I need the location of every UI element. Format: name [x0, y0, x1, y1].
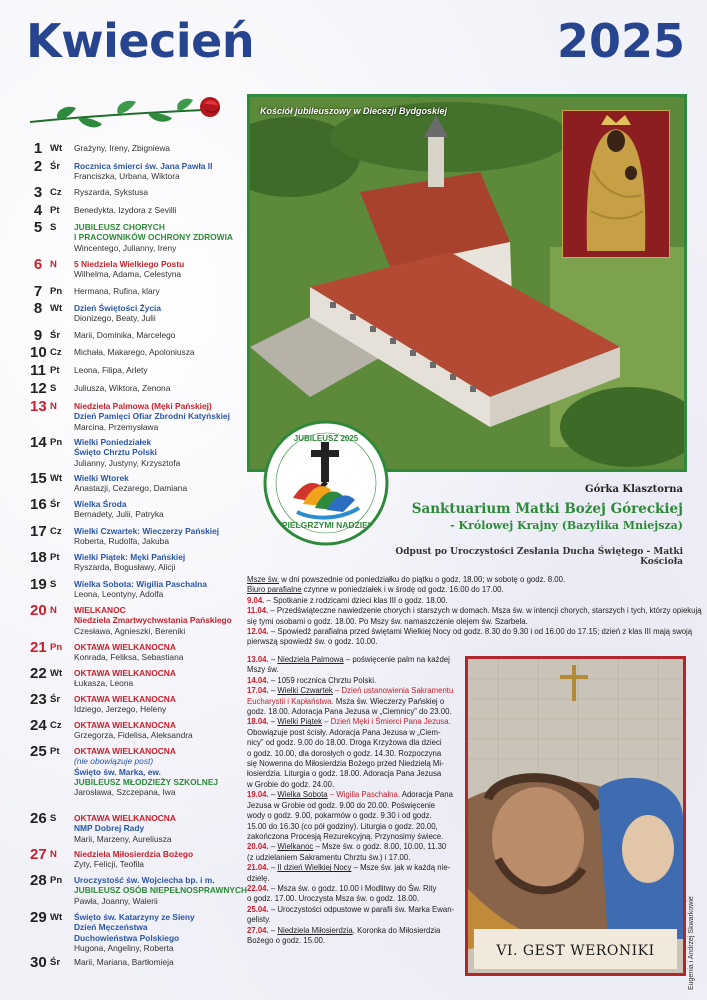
mass-schedule: Msze św. w dni powszednie od poniedziałku do piątku o godz. 18.00; w sobotę o godz. 8.00.: [247, 575, 566, 584]
day-line: Grzegorza, Fidelisa, Aleksandra: [74, 730, 193, 741]
day-number: 11: [30, 362, 46, 379]
day-line: I PRACOWNIKÓW OCHRONY ZDROWIA: [74, 232, 233, 243]
day-line: Hermana, Rufina, klary: [74, 286, 160, 296]
day-number: 17: [30, 523, 47, 540]
day-line: Marii, Dominika, Marcelego: [74, 330, 176, 340]
day-number: 15: [30, 470, 47, 487]
day-line: Leona, Leontyny, Adolfa: [74, 589, 164, 600]
sanctuary-block: [383, 484, 683, 532]
weekday: N: [50, 605, 57, 616]
month-title: Kwiecień: [26, 14, 255, 68]
info-line: o godz. 10.00, dla dorosłych o godz. 14.30. Rozpoczyna: [247, 748, 442, 758]
weekday: Wt: [50, 668, 63, 679]
info-line: 12.04. – Spowiedź parafialna przed świętami Wielkiej Nocy od godz. 8.30 do 9.30 i od 16.00 do 17.15; dzień z klas III mają swoją: [247, 627, 693, 637]
day-number: 4: [33, 202, 43, 219]
day-number: 25: [30, 743, 47, 760]
day-number: 26: [30, 810, 47, 827]
photo-credit: Eugenia i Andrzej Skwarkowie: [688, 896, 695, 990]
weekday: Wt: [50, 143, 63, 154]
weekday: Pn: [50, 286, 63, 297]
day-line: Dionizego, Beaty, Julii: [74, 313, 156, 324]
weekday: Wt: [50, 473, 63, 484]
day-line: Roberta, Rudolfa, Jakuba: [74, 536, 169, 547]
info-line: 13.04. – Niedziela Palmowa – poświęcenie palm na każdej: [247, 655, 450, 664]
day-number: 13: [30, 398, 47, 415]
day-line: Święto Chrztu Polski: [74, 447, 157, 458]
year-title: 2025: [556, 14, 685, 68]
weekday: N: [50, 259, 57, 270]
rose-decoration-icon: [28, 92, 224, 136]
veronica-mosaic: [468, 659, 683, 973]
info-line: się Nowenna do Miłosierdzia Bożego przed Niedzielą Mi-: [247, 759, 444, 769]
day-number: 21: [30, 639, 47, 656]
madonna-icon-image: [562, 110, 670, 258]
day-line: Święto św. Katarzyny ze Sieny: [74, 912, 195, 922]
weekday: Pn: [50, 642, 63, 653]
logo-bottom-text: PIELGRZYMI NADZIEI: [281, 520, 371, 530]
weekday: S: [50, 383, 57, 394]
info-line: wody o godz. 9.00, pokarmów o godz. 9.30 i od godz.: [247, 811, 432, 821]
info-line: godz. 18.00. Adoracja Pana Jezusa w „Ciemnicy” do 23.00.: [247, 707, 452, 717]
madonna-icon: [563, 111, 669, 257]
weekday: Pt: [50, 205, 60, 216]
info-line: Mszy św.: [247, 665, 279, 675]
day-line: Dzień Pamięci Ofiar Zbrodni Katyńskiej: [74, 411, 230, 422]
info-line: 18.04. – Wielki Piątek – Dzień Męki i Śmierci Pana Jezusa.: [247, 717, 451, 727]
day-line: WIELKANOC: [74, 605, 126, 615]
day-line: Juliusza, Wiktora, Zenona: [74, 383, 171, 393]
info-line: 15.00 do 16.30 (co pół godziny). Liturgia o godz. 20.00,: [247, 821, 438, 831]
weekday: Cz: [50, 187, 62, 198]
day-line: Ryszarda, Bogusławy, Alicji: [74, 562, 176, 573]
sanctuary-place: Górka Klasztorna: [585, 484, 683, 495]
day-line: JUBILEUSZ OSÓB NIEPEŁNOSPRAWNYCH: [74, 885, 248, 896]
day-number: 6: [33, 256, 43, 273]
info-line: 21.04. – II dzień Wielkiej Nocy – Msze św. jak w każdą nie-: [247, 863, 451, 873]
weekday: Cz: [50, 347, 62, 358]
day-number: 30: [30, 954, 47, 971]
day-line: Bernadety, Julii, Patryka: [74, 509, 164, 520]
info-line: łosierdzia. Liturgia o godz. 18.00. Adoracja Pana Jezusa: [247, 769, 442, 779]
info-line: Eucharystii i Kapłaństwa. Msza św. Wieczerzy Pańskiej o: [247, 696, 445, 706]
info-line: 14.04. – 1059 rocznica Chrztu Polski.: [247, 675, 377, 685]
weekday: Śr: [50, 694, 61, 705]
mosaic-image: [465, 656, 686, 976]
day-number: 7: [33, 283, 43, 300]
day-line: Wielki Wtorek: [74, 473, 129, 483]
day-line: 5 Niedziela Wielkiego Postu: [74, 259, 185, 269]
day-number: 14: [30, 434, 47, 451]
day-number: 3: [33, 184, 43, 201]
day-line: OKTAWA WIELKANOCNA: [74, 668, 176, 678]
weekday: N: [50, 849, 57, 860]
info-line: 27.04. – Niedziela Miłosierdzia, Koronka do Miłosierdzia: [247, 925, 441, 935]
day-number: 8: [33, 300, 43, 317]
weekday: Śr: [50, 161, 61, 172]
info-wide: [247, 575, 702, 648]
photo-caption: Kościół jubileuszowy w Diecezji Bydgoskiej: [260, 106, 448, 116]
day-line: Wincentego, Julianny, Ireny: [74, 242, 177, 253]
weekday: Pt: [50, 746, 60, 757]
day-line: Grażyny, Ireny, Zbigniewa: [74, 143, 171, 153]
weekday: Pt: [50, 552, 60, 563]
day-line: Julianny, Justyny, Krzysztofa: [74, 457, 181, 468]
day-line: JUBILEUSZ CHORYCH: [74, 222, 165, 232]
day-line: Jarosława, Szczepana, Iwa: [74, 787, 176, 798]
day-line: Dzień Męczeństwa: [74, 922, 148, 933]
day-line: Rocznica śmierci św. Jana Pawła II: [74, 161, 213, 171]
day-number: 12: [30, 380, 47, 397]
day-number: 27: [30, 846, 47, 863]
day-line: Pawła, Joanny, Walerii: [74, 895, 158, 906]
day-line: (nie obowiązuje post): [74, 756, 154, 767]
day-line: Wielka Środa: [74, 499, 127, 509]
day-line: Marii, Mariana, Bartłomieja: [74, 957, 174, 967]
weekday: Śr: [50, 330, 61, 341]
day-line: OKTAWA WIELKANOCNA: [74, 746, 176, 756]
day-line: Niedziela Zmartwychwstania Pańskiego: [74, 615, 232, 626]
day-line: Uroczystość św. Wojciecha bp. i m.: [74, 875, 215, 885]
weekday: S: [50, 813, 57, 824]
day-number: 22: [30, 665, 47, 682]
info-line: 25.04. – Uroczystości odpustowe w parafii św. Marka Ewan-: [247, 904, 455, 914]
weekday: Pn: [50, 437, 63, 448]
logo-top-text: JUBILEUSZ 2025: [293, 434, 359, 443]
info-line: (z udzielaniem Sakramentu Chrztu św.) i 17.00.: [247, 852, 411, 862]
day-line: Idziego, Jerzego, Heleny: [74, 704, 167, 715]
day-line: Marcina, Przemysława: [74, 421, 159, 432]
info-line: Jezusa w Grobie od godz. 9.00 do 20.00. Poświęcenie: [247, 800, 436, 810]
day-line: Marii, Marzeny, Aureliusza: [74, 833, 172, 844]
info-line: się tymi osobami o godz. 18.00. Po Mszy św. namaszczenie olejem św. Szarbela.: [247, 616, 528, 626]
day-number: 24: [30, 717, 47, 734]
day-line: Czesława, Agnieszki, Bereniki: [74, 625, 186, 636]
day-line: JUBILEUSZ MŁODZIEŻY SZKOLNEJ: [74, 776, 219, 787]
day-number: 5: [33, 219, 43, 236]
weekday: Pn: [50, 875, 63, 886]
weekday: S: [50, 222, 57, 233]
day-line: Dzień Świętości Życia: [74, 303, 162, 313]
info-line: 11.04. – Przedświąteczne nawiedzenie chorych i starszych w domach. Msza św. w intencji chorych, starszych i tych, którzy opiekują: [247, 606, 702, 616]
day-number: 19: [30, 576, 47, 593]
sanctuary-subtitle: - Królowej Krajny (Bazylika Mniejsza): [450, 519, 683, 532]
day-line: Wielki Piątek: Męki Pańskiej: [74, 552, 186, 562]
day-line: Leona, Filipa, Arlety: [74, 365, 148, 375]
info-line: 22.04. – Msza św. o godz. 10.00 i Modlitwy do Św. Rity: [247, 883, 437, 893]
info-line: Bożego o godz. 15.00.: [247, 935, 326, 945]
weekday: Cz: [50, 526, 62, 537]
office-hours: Biuro parafialne czynne w poniedziałek i w środę od godz. 16.00 do 17.00.: [247, 585, 504, 595]
day-line: Konrada, Feliksa, Sebastiana: [74, 652, 184, 663]
info-line: 17.04. – Wielki Czwartek – Dzień ustanowienia Sakramentu: [247, 686, 454, 696]
info-line: w Grobie do godz. 24.00.: [247, 779, 335, 789]
weekday: Pt: [50, 365, 60, 376]
day-number: 23: [30, 691, 47, 708]
day-line: Święto św. Marka, ew.: [74, 766, 161, 777]
day-line: Franciszka, Urbana, Wiktora: [74, 171, 180, 182]
info-line: 19.04. – Wielka Sobota – Wigilia Paschalna. Adoracja Pana: [247, 790, 453, 800]
day-line: Michała, Makarego, Apoloniusza: [74, 347, 195, 357]
day-line: NMP Dobrej Rady: [74, 823, 145, 834]
day-line: Hugona, Angeliny, Roberta: [74, 942, 174, 953]
info-line: Obowiązuje post ścisły. Adoracja Pana Jezusa w „Ciem-: [247, 727, 441, 737]
day-line: Niedziela Palmowa (Męki Pańskiej): [74, 401, 212, 411]
info-narrow: [247, 655, 463, 946]
weekday: Śr: [50, 957, 61, 968]
info-line: o godz. 17.00. Uroczysta Msza św. o godz. 18.00.: [247, 894, 420, 904]
day-line: OKTAWA WIELKANOCNA: [74, 694, 176, 704]
day-line: Duchowieństwa Polskiego: [74, 932, 180, 943]
info-line: 9.04. – Spotkanie z rodzicami dzieci klas III o godz. 18.00.: [247, 595, 448, 605]
weekday: S: [50, 579, 57, 590]
day-line: Ryszarda, Sykstusa: [74, 187, 149, 197]
weekday: Śr: [50, 499, 61, 510]
day-line: OKTAWA WIELKANOCNA: [74, 720, 176, 730]
day-line: Wielki Czwartek: Wieczerzy Pańskiej: [74, 526, 220, 536]
day-line: Benedykta, Izydora z Sevilli: [74, 205, 177, 215]
weekday: Cz: [50, 720, 62, 731]
day-line: OKTAWA WIELKANOCNA: [74, 813, 176, 823]
jubilee-logo: [263, 420, 389, 546]
day-number: 2: [33, 158, 43, 175]
day-number: 16: [30, 496, 47, 513]
weekday: N: [50, 401, 57, 412]
day-number: 20: [30, 602, 47, 619]
info-line: nicy” od godz. 9.00 do 18.00. Droga Krzyżowa dla dzieci: [247, 738, 442, 748]
day-line: Niedziela Miłosierdzia Bożego: [74, 849, 194, 859]
day-number: 9: [33, 327, 43, 344]
day-line: Wielki Poniedziałek: [74, 437, 152, 447]
day-line: Łukasza, Leona: [74, 678, 134, 689]
day-number: 18: [30, 549, 47, 566]
sanctuary-name: Sanktuarium Matki Bożej Góreckiej: [411, 501, 683, 517]
info-line: gelisty.: [247, 915, 271, 925]
day-number: 29: [30, 909, 47, 926]
odpust-note: Odpust po Uroczystości Zesłania Ducha Świętego - Matki Kościoła: [395, 547, 683, 567]
day-line: OKTAWA WIELKANOCNA: [74, 642, 176, 652]
day-number: 10: [30, 344, 47, 361]
weekday: Wt: [50, 912, 63, 923]
day-line: Wilhelma, Adama, Celestyna: [74, 269, 182, 280]
weekday: Wt: [50, 303, 63, 314]
info-line: zakończona Procesją Rezurekcyjną. Przynosimy świece.: [247, 831, 444, 841]
day-line: Zyty, Felicji, Teofila: [74, 859, 144, 870]
day-line: Wielka Sobota: Wigilia Paschalna: [74, 579, 207, 589]
day-number: 1: [33, 140, 43, 157]
info-line: 20.04. – Wielkanoc – Msze św. o godz. 8.00, 10.00, 11.30: [247, 842, 447, 852]
info-line: dzielę.: [247, 873, 270, 883]
info-line: pierwszą spowiedź św. o godz. 10.00.: [247, 637, 378, 647]
day-line: Anastazji, Cezarego, Damiana: [74, 483, 188, 494]
day-number: 28: [30, 872, 47, 889]
mosaic-caption: VI. GEST WERONIKI: [496, 943, 655, 959]
